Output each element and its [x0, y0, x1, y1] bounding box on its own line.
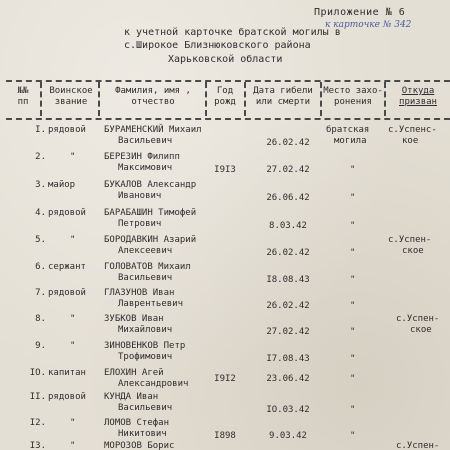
burial-place: братская могила	[326, 125, 370, 146]
full-name: БУРАМЕНСКИЙ Михаил Васильевич	[104, 125, 202, 146]
full-name: ЛОМОВ Стефан Никитович	[104, 418, 170, 439]
handwritten-note: к карточке № 342	[325, 20, 412, 30]
drafted-from: с.Успенс- кое	[388, 125, 437, 146]
row-number: 8.	[35, 314, 46, 324]
rank: рядовой	[48, 392, 86, 402]
rank: "	[70, 235, 76, 245]
death-date: IO.03.42	[266, 405, 310, 415]
rank: "	[70, 341, 76, 351]
death-date: 27.02.42	[266, 165, 310, 175]
full-name: БЕРЕЗИН Филипп Максимович	[104, 152, 180, 173]
row-number: I3.	[29, 441, 46, 450]
rank: "	[70, 441, 76, 450]
death-date: 26.02.42	[266, 248, 310, 258]
burial-place: "	[350, 431, 356, 441]
table-row	[0, 152, 450, 178]
full-name: ЗИНОВЕНКОВ Петр Трофимович	[104, 341, 186, 362]
death-date: 9.03.42	[269, 431, 307, 441]
table-header-rule	[6, 118, 450, 120]
burial-place: "	[350, 354, 356, 364]
title-line-3: Харьковской области	[168, 54, 283, 65]
drafted-from: с.Успен- ское	[396, 314, 440, 335]
appendix-label: Приложение № 6	[314, 7, 406, 18]
row-number: I2.	[29, 418, 46, 428]
burial-place: "	[350, 301, 356, 311]
death-date: 23.06.42	[266, 374, 310, 384]
rank: рядовой	[48, 125, 86, 135]
burial-place: "	[350, 165, 356, 175]
burial-place: "	[350, 248, 356, 258]
burial-place: "	[350, 405, 356, 415]
column-divider	[244, 82, 246, 116]
table-row	[0, 235, 450, 261]
death-date: 27.02.42	[266, 327, 310, 337]
table-row	[0, 208, 450, 234]
header-year: Год рожд	[214, 86, 236, 107]
row-number: 2.	[35, 152, 46, 162]
birth-year: I9I2	[214, 374, 236, 384]
rank: "	[70, 418, 76, 428]
header-place: Место захо- ронения	[323, 86, 383, 107]
full-name: КУНДА Иван Васильевич	[104, 392, 173, 413]
title-line-1: к учетной карточке братской могилы в	[124, 27, 341, 38]
table-row	[0, 180, 450, 206]
header-rank: Воинское звание	[49, 86, 93, 107]
full-name: ГОЛОВАТОВ Михаил Васильевич	[104, 262, 191, 283]
row-number: I.	[35, 125, 46, 135]
burial-place: "	[350, 221, 356, 231]
column-divider	[40, 82, 42, 116]
death-date: I8.08.43	[266, 275, 310, 285]
birth-year: I898	[214, 431, 236, 441]
birth-year: I9I3	[214, 165, 236, 175]
rank: рядовой	[48, 208, 86, 218]
rank: сержант	[48, 262, 86, 272]
death-date: 26.02.42	[266, 301, 310, 311]
full-name: МОРОЗОВ Борис	[104, 441, 175, 450]
rank: майор	[48, 180, 76, 190]
burial-place: "	[350, 374, 356, 384]
table-row	[0, 368, 450, 394]
full-name: ЗУБКОВ Иван Михайлович	[104, 314, 173, 335]
column-divider	[98, 82, 100, 116]
table-row	[0, 341, 450, 367]
table-row	[0, 392, 450, 418]
header-date: Дата гибели или смерти	[253, 86, 313, 107]
column-divider	[384, 82, 386, 116]
burial-place: "	[350, 327, 356, 337]
burial-place: "	[350, 275, 356, 285]
row-number: IO.	[29, 368, 46, 378]
row-number: 5.	[35, 235, 46, 245]
row-number: 4.	[35, 208, 46, 218]
rank: "	[70, 314, 76, 324]
death-date: I7.08.43	[266, 354, 310, 364]
row-number: II.	[29, 392, 46, 402]
drafted-from: с.Успен-	[396, 441, 440, 450]
full-name: БУКАЛОВ Александр Иванович	[104, 180, 197, 201]
table-row	[0, 262, 450, 288]
burial-place: "	[350, 193, 356, 203]
row-number: 7.	[35, 288, 46, 298]
title-line-2: с.Широкое Близнюковского района	[124, 40, 311, 51]
header-origin: Откуда призван	[399, 86, 437, 107]
death-date: 8.03.42	[269, 221, 307, 231]
row-number: 9.	[35, 341, 46, 351]
row-number: 6.	[35, 262, 46, 272]
table-row	[0, 441, 450, 450]
drafted-from: с.Успен- ское	[388, 235, 432, 256]
rank: капитан	[48, 368, 86, 378]
header-num: №№ пп	[17, 86, 29, 107]
death-date: 26.06.42	[266, 193, 310, 203]
rank: рядовой	[48, 288, 86, 298]
death-date: 26.02.42	[266, 138, 310, 148]
full-name: ЕЛОХИН Агей Александрович	[104, 368, 189, 389]
row-number: 3.	[35, 180, 46, 190]
table-row	[0, 314, 450, 340]
full-name: БОРОДАВКИН Азарий Алексеевич	[104, 235, 197, 256]
rank: "	[70, 152, 76, 162]
table-row	[0, 288, 450, 314]
table-row	[0, 125, 450, 151]
full-name: ГЛАЗУНОВ Иван Лаврентьевич	[104, 288, 184, 309]
full-name: БАРАБАШИН Тимофей Петрович	[104, 208, 197, 229]
header-name: Фамилия, имя , отчество	[115, 86, 191, 107]
